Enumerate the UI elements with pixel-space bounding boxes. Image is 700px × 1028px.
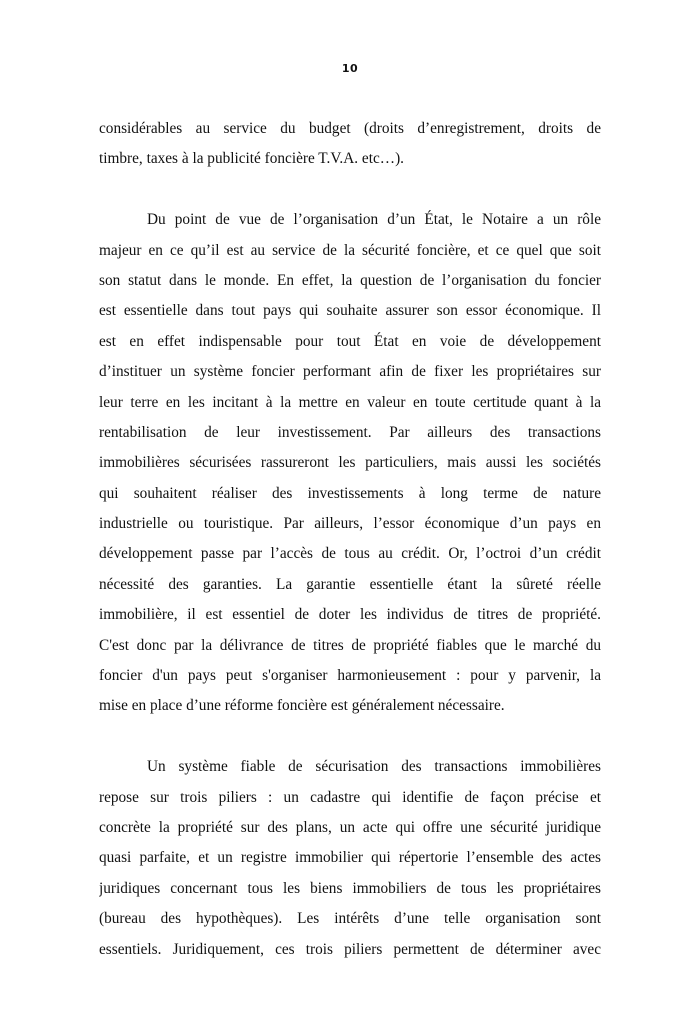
paragraph-1 <box>99 114 601 175</box>
text-line: qui souhaitent réaliser des investissements à long terme de nature <box>99 484 601 502</box>
paragraph-spacer <box>99 722 601 752</box>
text-line: immobilières sécurisées rassureront les particuliers, mais aussi les sociétés <box>99 454 601 472</box>
text-line: mise en place d’une réforme foncière est généralement nécessaire. <box>99 697 505 715</box>
text-line: développement passe par l’accès de tous au crédit. Or, l’octroi d’un crédit <box>99 545 601 563</box>
text-line: son statut dans le monde. En effet, la question de l’organisation du foncier <box>99 271 601 289</box>
paragraph-spacer <box>99 175 601 205</box>
text-line: essentiels. Juridiquement, ces trois piliers permettent de déterminer avec <box>99 940 601 958</box>
text-line: d’instituer un système foncier performant afin de fixer les propriétaires sur <box>99 363 601 381</box>
page-body <box>99 114 601 965</box>
text-line: leur terre en les incitant à la mettre en valeur en toute certitude quant à la <box>99 393 601 411</box>
text-line: quasi parfaite, et un registre immobilier qui répertorie l’ensemble des actes <box>99 849 601 867</box>
text-line: majeur en ce qu’il est au service de la sécurité foncière, et ce quel que soit <box>99 241 601 259</box>
text-line: juridiques concernant tous les biens immobiliers de tous les propriétaires <box>99 879 601 897</box>
paragraph-2 <box>99 205 601 722</box>
page-number: 10 <box>341 62 359 75</box>
text-line: considérables au service du budget (droits d’enregistrement, droits de <box>99 120 601 137</box>
text-line: nécessité des garanties. La garantie essentielle étant la sûreté réelle <box>99 575 601 593</box>
text-line: C'est donc par la délivrance de titres de propriété fiables que le marché du <box>99 636 601 654</box>
text-line: concrète la propriété sur des plans, un acte qui offre une sécurité juridique <box>99 818 601 836</box>
text-line: (bureau des hypothèques). Les intérêts d’une telle organisation sont <box>99 910 601 928</box>
text-line: est essentielle dans tout pays qui souhaite assurer son essor économique. Il <box>99 302 601 320</box>
text-line: immobilière, il est essentiel de doter les individus de titres de propriété. <box>99 606 601 624</box>
text-line: foncier d'un pays peut s'organiser harmonieusement : pour y parvenir, la <box>99 667 601 685</box>
text-line: Du point de vue de l’organisation d’un État, le Notaire a un rôle <box>147 211 601 229</box>
text-line: timbre, taxes à la publicité foncière T.V.A. etc…). <box>99 150 404 168</box>
text-line: industrielle ou touristique. Par ailleurs, l’essor économique d’un pays en <box>99 515 601 533</box>
text-line: rentabilisation de leur investissement. Par ailleurs des transactions <box>99 423 601 441</box>
text-line: Un système fiable de sécurisation des transactions immobilières <box>147 758 601 776</box>
text-line: repose sur trois piliers : un cadastre qui identifie de façon précise et <box>99 788 601 806</box>
paragraph-3 <box>99 752 601 965</box>
text-line: est en effet indispensable pour tout État en voie de développement <box>99 332 601 350</box>
